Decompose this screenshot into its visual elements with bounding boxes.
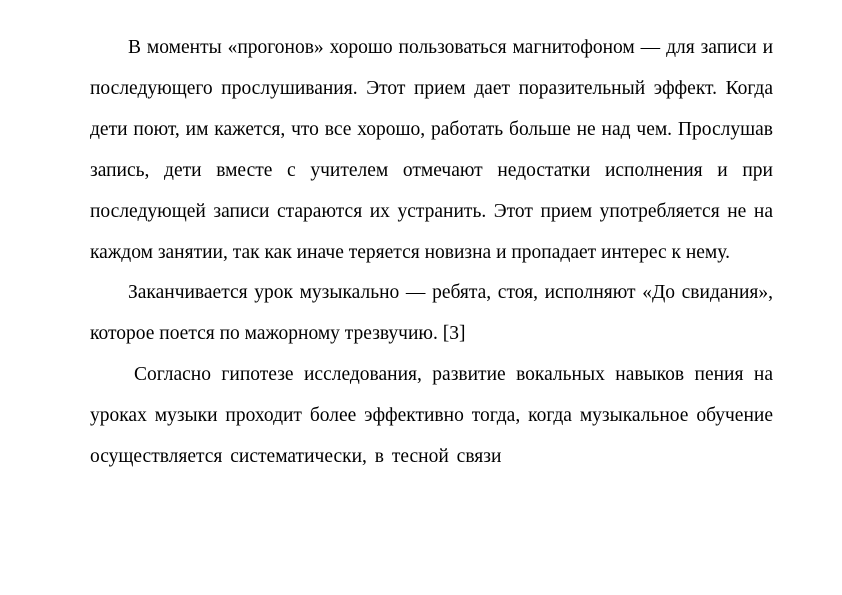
paragraph-lesson-ending: Заканчивается урок музыкально — ребята, стоя, исполняют «До свидания», которое поется по мажорному трезвучию. [3] (90, 282, 773, 345)
paragraph-hypothesis: Согласно гипотезе исследования, развитие вокальных навыков пения на уроках музыки проходит более эффективно тогда, когда музыкальное обучение осуществляется систематически, в тесной связи (90, 364, 773, 468)
paragraph-recording-technique: В моменты «прогонов» хорошо пользоваться магнитофоном — для записи и последующего прослушивания. Этот прием дает поразительный эффект. Когда дети поют, им кажется, что все хорошо, работать больше не над чем. Прослушав запись, дети вместе с учителем отмечают недостатки исполнения и при последующей записи стараются их устранить. Этот прием употребляется не на каждом занятии, так как иначе теряется новизна и пропадает интерес к нему. (90, 37, 773, 263)
document-body (90, 28, 773, 478)
